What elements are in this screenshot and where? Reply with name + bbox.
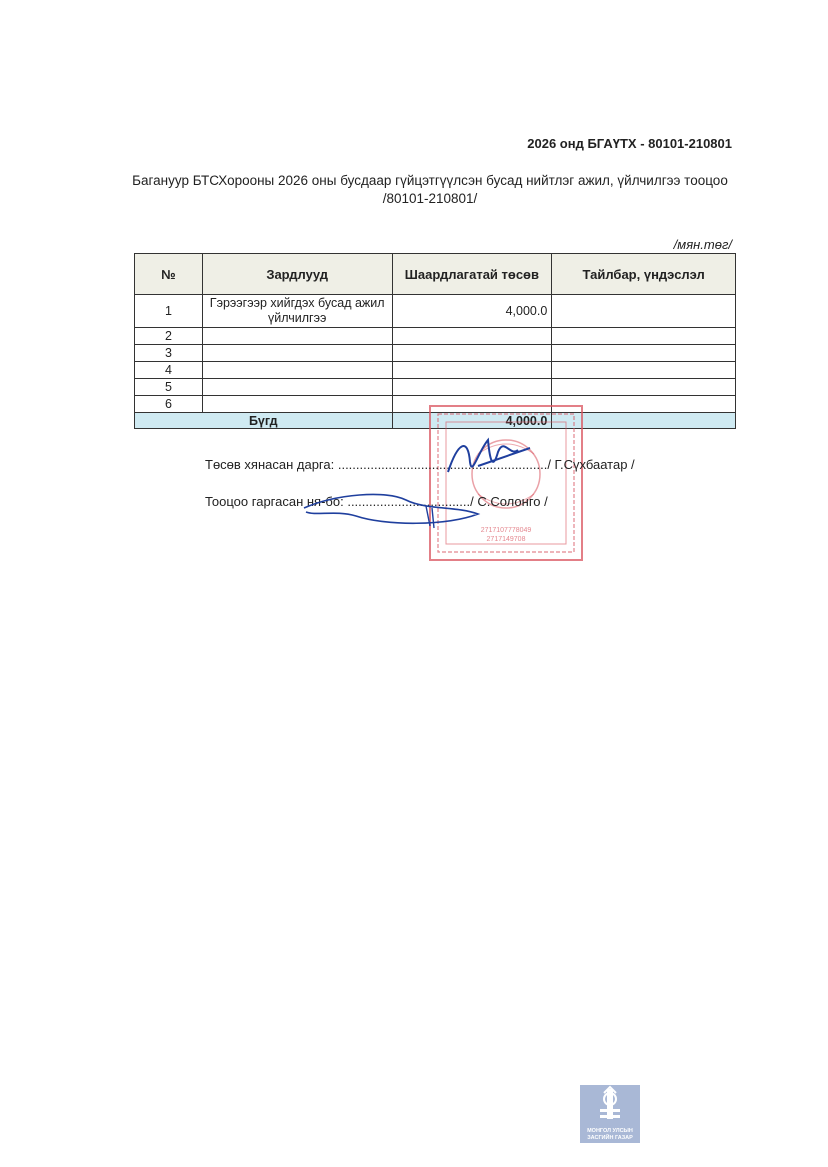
row-note <box>552 379 736 396</box>
row-number: 2 <box>135 328 203 345</box>
logo-text-line1: МОНГОЛ УЛСЫН <box>587 1128 633 1134</box>
stamp-number-1: 2717107778049 <box>480 527 532 534</box>
government-logo <box>580 1085 640 1143</box>
row-amount <box>392 379 552 396</box>
row-item <box>202 396 392 413</box>
soyombo-icon <box>580 1085 640 1123</box>
row-note <box>552 362 736 379</box>
table-row <box>135 295 736 328</box>
table-header-row <box>135 254 736 295</box>
preparer-signature-line: Тооцоо гаргасан ня-бо: ................................../ С.Солонго / <box>205 494 548 509</box>
row-number: 1 <box>135 295 203 328</box>
column-header-budget: Шаардлагатай төсөв <box>392 254 552 295</box>
table-row <box>135 379 736 396</box>
stamp-number-2: 2717149708 <box>486 536 526 543</box>
row-item <box>202 345 392 362</box>
official-stamp <box>428 404 584 562</box>
row-number: 6 <box>135 396 203 413</box>
table-row <box>135 345 736 362</box>
document-code: 2026 онд БГАҮТХ - 80101-210801 <box>527 136 732 151</box>
column-header-number: № <box>135 254 203 295</box>
logo-text-line2: ЗАСГИЙН ГАЗАР <box>587 1135 633 1141</box>
budget-table <box>134 253 736 429</box>
row-amount <box>392 345 552 362</box>
row-item: Гэрээгээр хийгдэх бусад ажил үйлчилгээ <box>202 295 392 328</box>
document-title: Багануур БТСХорооны 2026 оны бусдаар гүйцэтгүүлсэн бусад нийтлэг ажил, үйлчилгээ тооцоо /80101-210801/ <box>132 173 728 206</box>
row-number: 5 <box>135 379 203 396</box>
total-label: Бүгд <box>135 413 393 429</box>
table-row <box>135 328 736 345</box>
row-item <box>202 379 392 396</box>
unit-label: /мян.төг/ <box>673 237 732 252</box>
row-amount <box>392 362 552 379</box>
row-number: 3 <box>135 345 203 362</box>
row-note <box>552 328 736 345</box>
row-item <box>202 362 392 379</box>
row-note <box>552 345 736 362</box>
row-note <box>552 295 736 328</box>
row-amount: 4,000.0 <box>392 295 552 328</box>
column-header-expenses: Зардлууд <box>202 254 392 295</box>
table-row <box>135 362 736 379</box>
total-amount: 4,000.0 <box>392 413 552 429</box>
approver-signature-line: Төсөв хянасан дарга: ........................................................../ Г.Сүхбаатар / <box>205 457 635 472</box>
row-item <box>202 328 392 345</box>
column-header-note: Тайлбар, үндэслэл <box>552 254 736 295</box>
row-number: 4 <box>135 362 203 379</box>
row-amount <box>392 328 552 345</box>
